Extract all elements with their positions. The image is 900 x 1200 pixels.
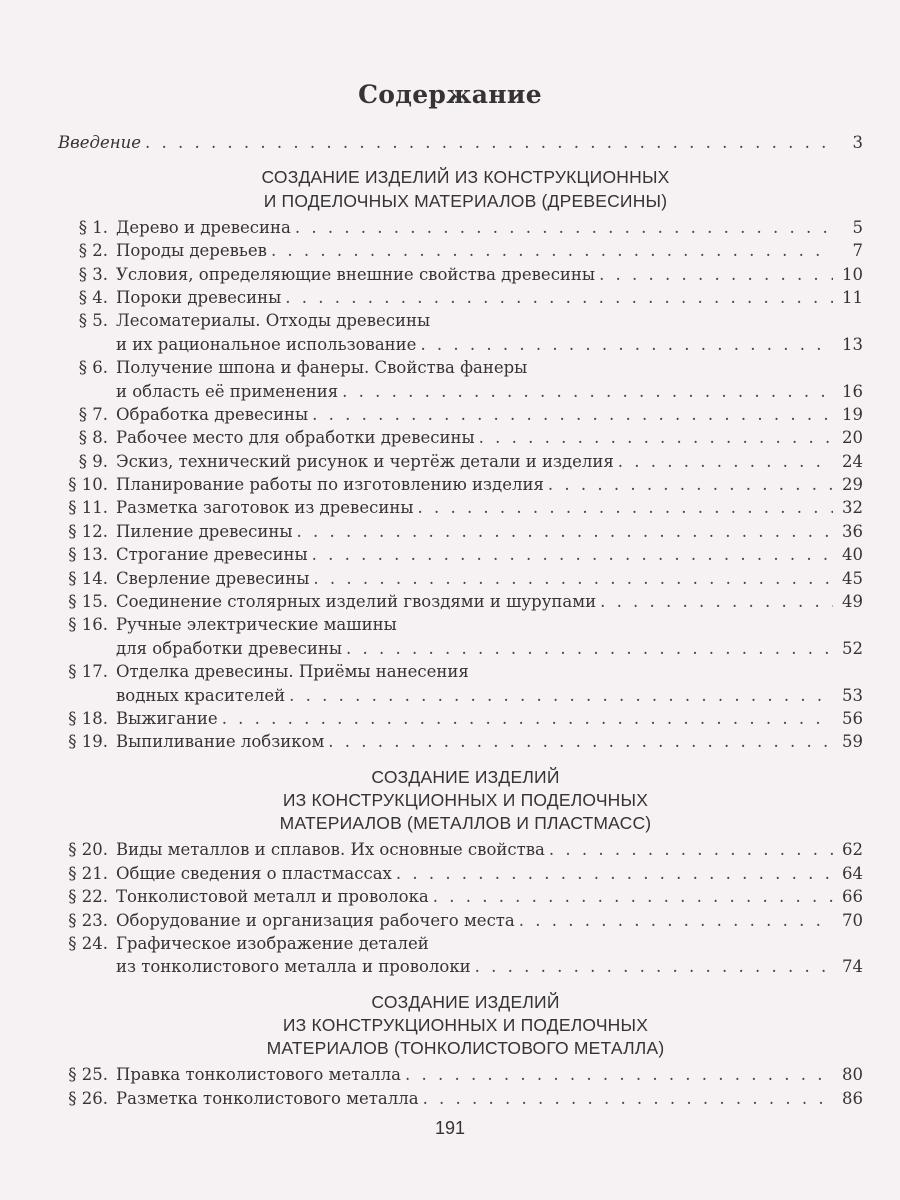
toc-entry-line [58,637,863,660]
entry-number: § 5. [78,311,108,331]
dot-leader [419,1087,833,1110]
dot-leader [291,216,833,239]
toc-entry [58,426,863,449]
entry-page: 36 [842,521,863,541]
dot-leader [309,567,833,590]
entry-page: 45 [842,568,863,588]
dot-leader [475,426,833,449]
entry-title: Пиление древесины [116,521,293,541]
entry-page: 3 [852,133,863,152]
entry-number: § 26. [68,1088,108,1108]
toc-entry-line [58,613,863,636]
entry-page: 66 [842,887,863,907]
toc-entry [58,239,863,262]
toc-entry [58,286,863,309]
toc-entry-line [58,1087,863,1110]
entry-title: Лесоматериалы. Отходы древесины [116,311,431,331]
entry-title: Правка тонколистового металла [116,1065,401,1085]
toc-entry [58,660,863,707]
entry-page: 80 [842,1065,863,1085]
toc-entry-line [58,1063,863,1086]
entry-number: § 24. [68,933,108,953]
dot-leader [342,637,833,660]
entry-page: 52 [842,638,863,658]
section-heading-line: СОЗДАНИЕ ИЗДЕЛИЙ [371,766,560,787]
section-heading-line: МАТЕРИАЛОВ (ТОНКОЛИСТОВОГО МЕТАЛЛА) [266,1038,665,1059]
entry-page: 20 [842,428,863,448]
entry-title: Введение [58,133,141,152]
entry-page: 13 [842,334,863,354]
entry-title: Ручные электрические машины [116,615,397,635]
toc-entry [58,909,863,932]
toc-entry-line [58,909,863,932]
toc-entry [58,932,863,979]
toc-entry-line [58,263,863,286]
entry-title: Строгание древесины [116,545,308,565]
section-heading-line: СОЗДАНИЕ ИЗДЕЛИЙ [371,991,560,1012]
dot-leader [595,263,833,286]
toc-entry-line [58,239,863,262]
toc-entry-line [58,403,863,426]
toc-entry-line [58,838,863,861]
dot-leader [285,684,833,707]
entry-number: § 12. [68,521,108,541]
entry-title: Разметка заготовок из древесины [116,498,414,518]
section-heading-line: МАТЕРИАЛОВ (МЕТАЛЛОВ И ПЛАСТМАСС) [279,813,652,834]
toc-entry-line [58,380,863,403]
entry-title: водных красителей [116,685,286,705]
entry-number: § 18. [68,709,108,728]
dot-leader [545,838,833,861]
entry-title: Общие сведения о пластмассах [116,863,392,883]
toc-entry-line [58,707,863,730]
dot-leader [596,590,833,613]
toc-entry-line [58,333,863,356]
toc-entry-line [58,473,863,496]
toc-entry-line [58,885,863,908]
entry-page: 11 [842,287,863,307]
toc-entry [58,1063,863,1086]
entry-page: 19 [842,404,863,424]
dot-leader [614,450,833,473]
entry-page: 56 [842,709,863,728]
entry-page: 53 [842,685,863,705]
toc-entry [58,838,863,861]
entry-page: 7 [852,241,863,261]
toc-entry-line [58,309,863,332]
dot-leader [324,730,833,753]
dot-leader [141,131,833,154]
toc-entry [58,613,863,660]
page-number: 191 [434,1118,466,1138]
entry-number: § 1. [78,217,108,237]
toc-entry [58,216,863,239]
toc-entry-line [58,660,863,683]
entry-page: 59 [842,732,863,752]
dot-leader [308,403,833,426]
entry-number: § 4. [78,287,108,307]
toc-entry [58,543,863,566]
entry-number: § 3. [78,264,108,284]
entry-title: Пороки древесины [116,287,282,307]
entry-number: § 10. [68,475,108,495]
toc-entry [58,885,863,908]
entry-title: Получение шпона и фанеры. Свойства фанеры [116,358,528,378]
dot-leader [338,380,833,403]
toc-entry [58,403,863,426]
entry-number: § 13. [68,545,108,565]
entry-title: Дерево и древесина [116,217,291,237]
entry-title: Тонколистовой металл и проволока [116,887,429,907]
toc-entry-line [58,955,863,978]
toc-entry [58,567,863,590]
section-heading [68,166,863,212]
entry-title: Разметка тонколистового металла [116,1088,419,1108]
toc-entry-line [58,590,863,613]
entry-number: § 16. [68,615,108,635]
entry-number: § 11. [68,498,108,518]
section-heading-line: ИЗ КОНСТРУКЦИОННЫХ И ПОДЕЛОЧНЫХ [282,789,649,810]
entry-number: § 21. [68,863,108,883]
toc-entry [58,1087,863,1110]
toc-entry-line [58,520,863,543]
entry-number: § 9. [78,451,108,471]
entry-title: Отделка древесины. Приёмы нанесения [116,662,469,682]
entry-number: § 6. [78,358,108,378]
toc-entry-line [58,356,863,379]
toc-entry-line [58,216,863,239]
entry-title: Виды металлов и сплавов. Их основные свойства [116,840,545,860]
entry-title: из тонколистового металла и проволоки [116,957,471,977]
toc-entry-line [58,426,863,449]
section-heading [68,991,863,1061]
entry-page: 32 [842,498,863,518]
entry-title: Рабочее место для обработки древесины [116,428,475,448]
dot-leader [429,885,833,908]
toc-entry [58,590,863,613]
dot-leader [416,333,833,356]
entry-number: § 23. [68,910,108,930]
section-heading-line: ИЗ КОНСТРУКЦИОННЫХ И ПОДЕЛОЧНЫХ [282,1014,649,1035]
entry-page: 86 [842,1088,863,1108]
section-heading [68,766,863,836]
toc-entry [58,309,863,356]
entry-title: Планирование работы по изготовлению изделия [116,475,544,495]
toc-entry-introduction [58,131,863,154]
entry-page: 10 [842,264,863,284]
entry-number: § 2. [78,241,108,261]
entry-number: § 20. [68,840,108,860]
entry-title: Условия, определяющие внешние свойства древесины [116,264,596,284]
toc-entry-line [58,730,863,753]
entry-title: Графическое изображение деталей [116,933,429,953]
toc-entry [58,496,863,519]
entry-page: 70 [842,910,863,930]
dot-leader [471,955,833,978]
entry-title: для обработки древесины [116,638,343,658]
entry-number: § 17. [68,662,108,682]
dot-leader [515,909,833,932]
entry-title: Эскиз, технический рисунок и чертёж детали и изделия [116,451,614,471]
entry-title: и их рациональное использование [116,334,417,354]
dot-leader [267,239,833,262]
toc-entry [58,520,863,543]
entry-number: § 14. [68,568,108,588]
dot-leader [413,496,833,519]
section-heading-line: СОЗДАНИЕ ИЗДЕЛИЙ ИЗ КОНСТРУКЦИОННЫХ [261,167,670,188]
entry-page: 49 [842,592,863,612]
dot-leader [401,1063,833,1086]
toc-entry [58,707,863,730]
toc-entry [58,473,863,496]
dot-leader [544,473,833,496]
entry-title: Обработка древесины [116,404,309,424]
entry-title: Породы деревьев [116,241,267,261]
toc-entry-line [58,567,863,590]
dot-leader [392,862,833,885]
toc-entry-line [58,543,863,566]
toc-entry-line [58,450,863,473]
toc-entry-line [58,862,863,885]
entry-number: § 15. [68,592,108,612]
entry-title: Выпиливание лобзиком [116,732,325,752]
entry-page: 40 [842,545,863,565]
toc-entry [58,263,863,286]
dot-leader [293,520,833,543]
toc-entry [58,356,863,403]
dot-leader [281,286,833,309]
entry-number: § 22. [68,887,108,907]
entry-title: Оборудование и организация рабочего места [116,910,515,930]
entry-number: § 8. [78,428,108,448]
table-of-contents [58,131,863,1110]
entry-page: 74 [842,957,863,977]
toc-entry [58,450,863,473]
entry-number: § 25. [68,1065,108,1085]
entry-page: 16 [842,381,863,401]
entry-page: 64 [842,863,863,883]
toc-entry-line [58,286,863,309]
entry-number: § 19. [68,732,108,752]
toc-entry-line [58,684,863,707]
dot-leader [308,543,833,566]
entry-page: 5 [852,217,863,237]
section-heading-line: И ПОДЕЛОЧНЫХ МАТЕРИАЛОВ (ДРЕВЕСИНЫ) [263,190,668,211]
entry-title: Выжигание [116,709,218,728]
entry-page: 24 [842,451,863,471]
toc-entry-line [58,932,863,955]
entry-title: Соединение столярных изделий гвоздями и шурупами [116,592,597,612]
page-title: Содержание [358,80,542,109]
toc-entry [58,730,863,753]
toc-entry-line [58,496,863,519]
entry-page: 29 [842,475,863,495]
entry-title: Сверление древесины [116,568,310,588]
entry-title: и область её применения [116,381,339,401]
dot-leader [218,707,833,730]
entry-number: § 7. [78,404,108,424]
toc-entry [58,862,863,885]
entry-page: 62 [842,840,863,860]
